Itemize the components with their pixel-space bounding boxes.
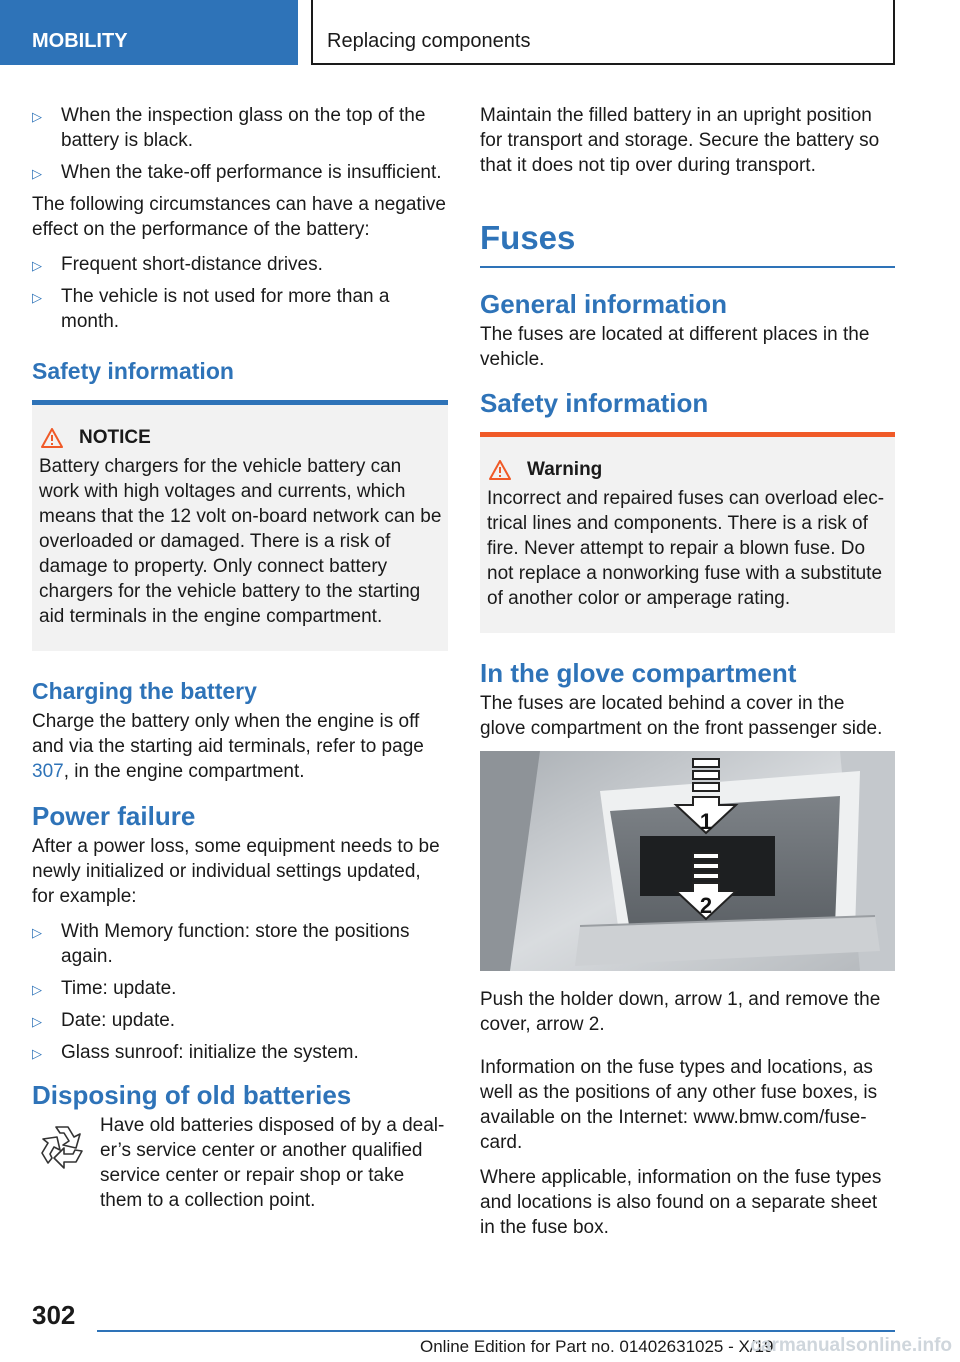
warning-box xyxy=(480,432,895,633)
warning-triangle-icon xyxy=(41,428,63,448)
triangle-bullet-icon: ▷ xyxy=(32,1014,42,1029)
triangle-bullet-icon: ▷ xyxy=(32,290,42,305)
triangle-bullet-icon: ▷ xyxy=(32,258,42,273)
list-item: ▷ Date: update. xyxy=(32,1008,448,1033)
watermark: carmanualsonline.info xyxy=(750,1335,952,1356)
bullet-list-power xyxy=(32,919,448,1065)
charging-heading: Charging the battery xyxy=(32,678,257,704)
triangle-bullet-icon: ▷ xyxy=(32,982,42,997)
chapter-tab[interactable] xyxy=(0,0,298,65)
page-number: 302 xyxy=(32,1300,76,1330)
edition-text: Online Edition for Part no. 01402631025 - X/19 xyxy=(420,1337,774,1356)
glove-compartment-text: The fuses are located behind a cover in the glove compartment on the front passenger side. xyxy=(480,693,883,739)
notice-text: Battery chargers for the vehicle battery can work with high voltages and currents, which means that the 12 volt on-board network can be overloaded or damaged. There is a risk of damage to property. Only connect battery chargers for the vehicle battery to the starting aid terminals in the engine compartment. xyxy=(39,456,442,627)
warning-header xyxy=(487,459,889,481)
info-text: Information on the fuse types and locations, as well as the positions of any other fuse boxes, is available on the Internet: www.bmw.com/fuse‐card. xyxy=(480,1057,878,1153)
fuses-title: Fuses xyxy=(480,218,895,268)
right-column xyxy=(480,103,895,1250)
warning-title: Warning xyxy=(527,459,603,480)
maintain-text: Maintain the filled battery in an upright position for transport and storage. Secure the battery so that it does not tip over during transport. xyxy=(480,105,880,176)
general-information-text: The fuses are located at different places in the vehicle. xyxy=(480,324,870,370)
bullet-list-top xyxy=(32,103,448,185)
safety-information-heading: Safety information xyxy=(480,388,709,418)
list-item: ▷ Frequent short-distance drives. xyxy=(32,252,448,277)
triangle-bullet-icon: ▷ xyxy=(32,166,42,181)
disposing-text: Have old batteries disposed of by a deal‐er’s service center or another qualified service center or repair shop or take them to a collection point. xyxy=(100,1115,445,1211)
list-item: ▷ When the inspection glass on the top of the battery is black. xyxy=(32,105,426,151)
triangle-bullet-icon: ▷ xyxy=(32,1046,42,1061)
section-label: Replacing components xyxy=(327,30,531,52)
disposing-block xyxy=(32,1113,448,1213)
bullet-list-circumstances xyxy=(32,252,448,334)
safety-information-heading: Safety information xyxy=(32,358,234,384)
warning-text: Incorrect and repaired fuses can overload elec‐trical lines and components. There is a risk of fire. Never attempt to repair a blown fuse. Do not replace a nonworking fuse with a substitute of another color or amperage rating. xyxy=(487,488,885,609)
general-information-heading: General information xyxy=(480,289,728,319)
where-applicable-text: Where applicable, information on the fuse types and locations is also found on a separate sheet in the fuse box. xyxy=(480,1167,882,1238)
disposing-heading: Disposing of old batteries xyxy=(32,1080,352,1110)
arrow-1-label: 1 xyxy=(699,809,713,834)
arrow-2-label: 2 xyxy=(699,893,713,918)
triangle-bullet-icon: ▷ xyxy=(32,925,42,940)
list-item: ▷ With Memory function: store the positions again. xyxy=(32,921,410,967)
warning-triangle-icon xyxy=(489,460,511,480)
footer-divider xyxy=(97,1330,895,1332)
charging-text: Charge the battery only when the engine is off and via the starting aid terminals, refer to page 307, in the engine compartment. xyxy=(32,711,424,782)
recycle-icon xyxy=(32,1117,92,1177)
list-item: ▷ Glass sunroof: initialize the system. xyxy=(32,1040,448,1065)
left-column xyxy=(32,103,448,1223)
glove-compartment-photo xyxy=(480,751,895,971)
notice-header xyxy=(39,427,442,449)
photo-caption: Push the holder down, arrow 1, and remove the cover, arrow 2. xyxy=(480,989,881,1035)
list-item: ▷ When the take-off performance is insufficient. xyxy=(32,160,448,185)
page-link[interactable]: 307 xyxy=(32,761,64,782)
triangle-bullet-icon: ▷ xyxy=(32,109,42,124)
notice-title: NOTICE xyxy=(79,427,151,448)
power-failure-heading: Power failure xyxy=(32,801,196,831)
list-item: ▷ The vehicle is not used for more than a month. xyxy=(32,286,390,332)
glove-compartment-heading: In the glove compartment xyxy=(480,658,797,688)
list-item: ▷ Time: update. xyxy=(32,976,448,1001)
notice-box xyxy=(32,400,448,651)
circumstances-intro: The following circumstances can have a negative effect on the performance of the battery: xyxy=(32,194,447,240)
power-failure-text: After a power loss, some equipment needs to be newly initialized or individual settings updated, for example: xyxy=(32,836,440,907)
section-header xyxy=(311,0,895,65)
chapter-label: MOBILITY xyxy=(32,30,128,52)
